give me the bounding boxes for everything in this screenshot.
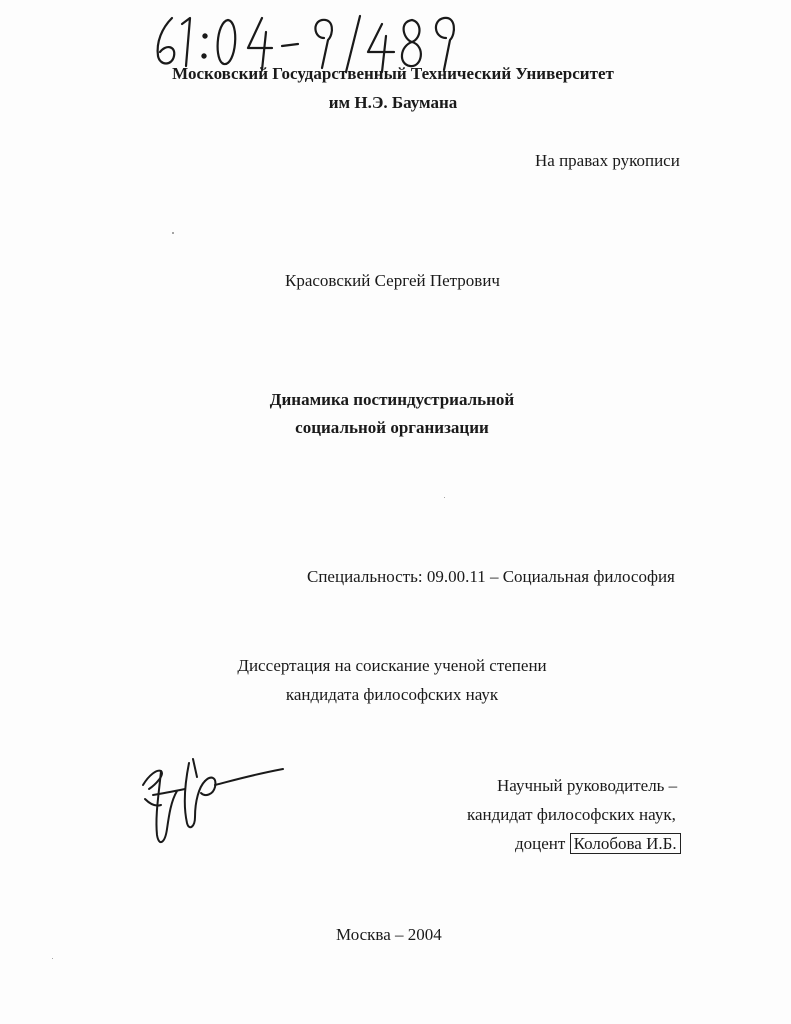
supervisor-line-1: Научный руководитель – [497,776,678,795]
thesis-title-line-1: Динамика постиндустриальной [269,390,515,409]
dissertation-line-2: кандидата философских наук [285,685,499,704]
rights-notice: На правах рукописи [535,151,680,170]
scan-speck [444,497,445,498]
thesis-title-line-2: социальной организации [295,418,489,437]
specialty: Специальность: 09.00.11 – Социальная философия [307,567,675,586]
dissertation-line-1: Диссертация на соискание ученой степени [237,656,547,675]
scan-speck [172,232,174,234]
supervisor-line-3 [515,834,681,854]
handwritten-signature [135,755,295,850]
supervisor-line-2: кандидат философских наук, [467,805,676,824]
university-name: Московский Государственный Технический Университет [172,64,614,83]
author-name: Красовский Сергей Петрович [285,271,500,290]
university-named-after: им Н.Э. Баумана [328,93,458,112]
supervisor-name-stamp: Колобова И.Б. [570,833,681,854]
city-year: Москва – 2004 [336,925,442,944]
scan-speck [52,958,53,959]
supervisor-title: доцент [515,834,566,853]
